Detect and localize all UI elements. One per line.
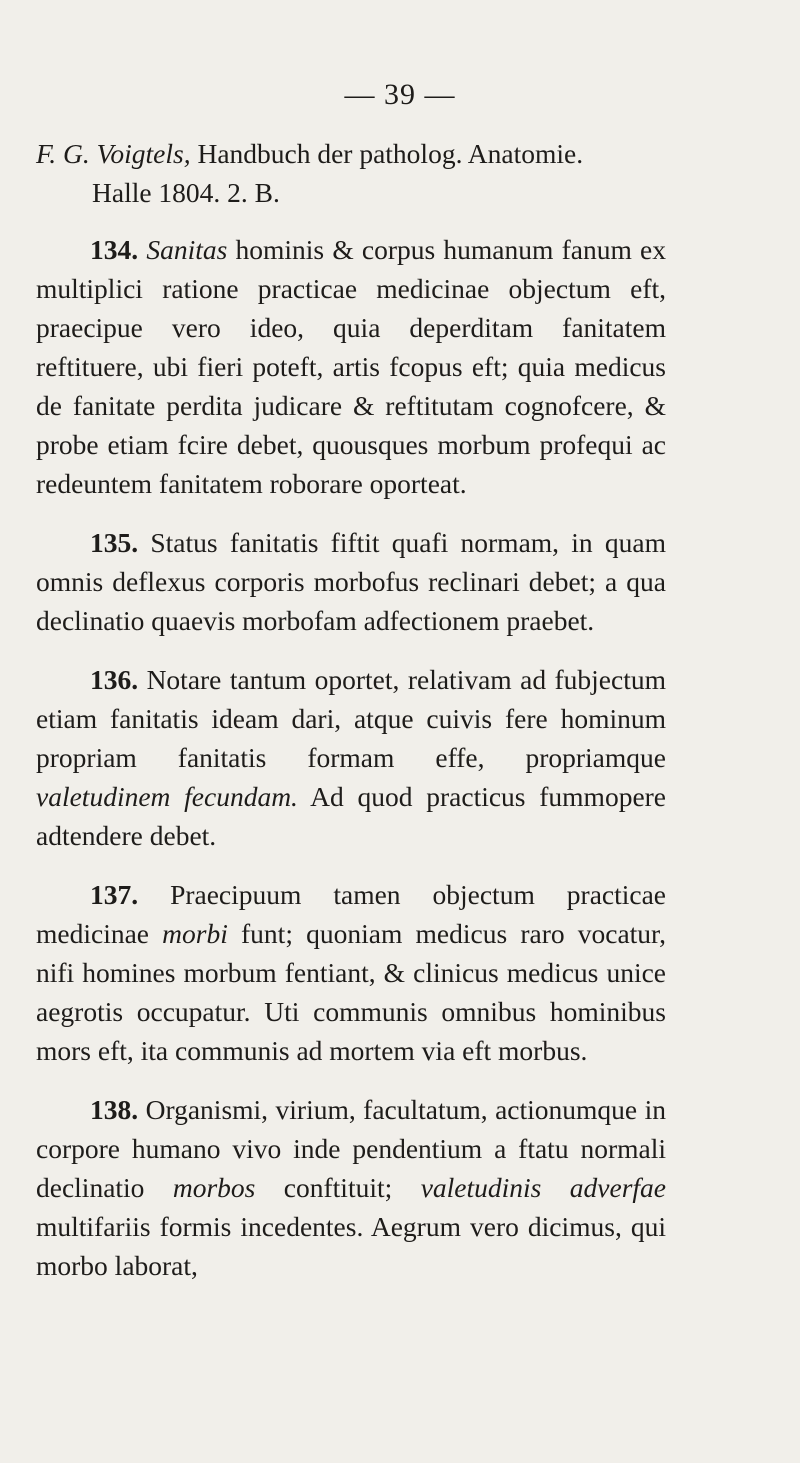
paragraph-text: hominis & corpus humanum fanum ex multiplici ratione practicae medicinae objectum eft, praecipue vero ideo, quia deperditam fanitatem reftituere, ubi fieri poteft, artis fcopus eft; quia medicus de fanitate perdita judicare & reftitutam cognofcere, & probe etiam fcire debet, quousques morbum profequi ac redeuntem fanitatem roborare oporteat. — [36, 234, 667, 499]
paragraph-text: Ad quod practicus fummopere adtendere debet. — [36, 781, 667, 851]
paragraph-137 — [36, 875, 666, 1070]
body-text — [36, 134, 666, 1285]
paragraph-number: 136. — [90, 664, 139, 695]
reference-imprint: Halle 1804. 2. B. — [92, 177, 280, 208]
paragraph-134 — [36, 230, 666, 503]
emphasis: morbos — [172, 1172, 256, 1203]
paragraph-number: 138. — [90, 1094, 139, 1125]
bibliographic-reference — [36, 134, 666, 212]
paragraph-136 — [36, 660, 666, 855]
paragraph-138 — [36, 1090, 666, 1285]
reference-title: Handbuch der patholog. Anatomie. — [197, 138, 584, 169]
paragraph-number: 134. — [90, 234, 139, 265]
paragraph-text: Praecipuum tamen objectum practicae medicinae — [36, 879, 666, 949]
paragraph-number: 135. — [90, 527, 139, 558]
paragraph-number: 137. — [90, 879, 139, 910]
emphasis: valetudinis adverfae — [420, 1172, 666, 1203]
paragraph-135 — [36, 523, 666, 640]
emphasis: Sanitas — [146, 234, 228, 265]
reference-author: F. G. Voigtels, — [36, 138, 191, 169]
paragraph-text: multifariis formis incedentes. Aegrum vero dicimus, qui morbo laborat, — [36, 1211, 666, 1281]
paragraph-text: funt; quoniam medicus raro vocatur, nifi homines morbum fentiant, & clinicus medicus unice aegrotis occupatur. Uti communis omnibus hominibus mors eft, ita communis ad mortem via eft morbus. — [36, 918, 666, 1066]
paragraph-text: Notare tantum oportet, relativam ad fubjectum etiam fanitatis ideam dari, atque cuivis fere hominum propriam fanitatis formam effe, propriamque — [36, 664, 666, 773]
paragraph-text: Organismi, virium, facultatum, actionumque in corpore humano vivo inde pendentium a ftatu normali declinatio — [36, 1094, 666, 1203]
paragraph-text: conftituit; — [255, 1172, 421, 1203]
emphasis: morbi — [162, 918, 228, 949]
emphasis: valetudinem fecundam. — [36, 781, 298, 812]
paragraph-text: Status fanitatis fiftit quafi normam, in quam omnis deflexus corporis morbofus reclinari debet; a qua declinatio quaevis morbofam adfectionem praebet. — [36, 527, 666, 636]
page-number: — 39 — — [344, 78, 456, 111]
